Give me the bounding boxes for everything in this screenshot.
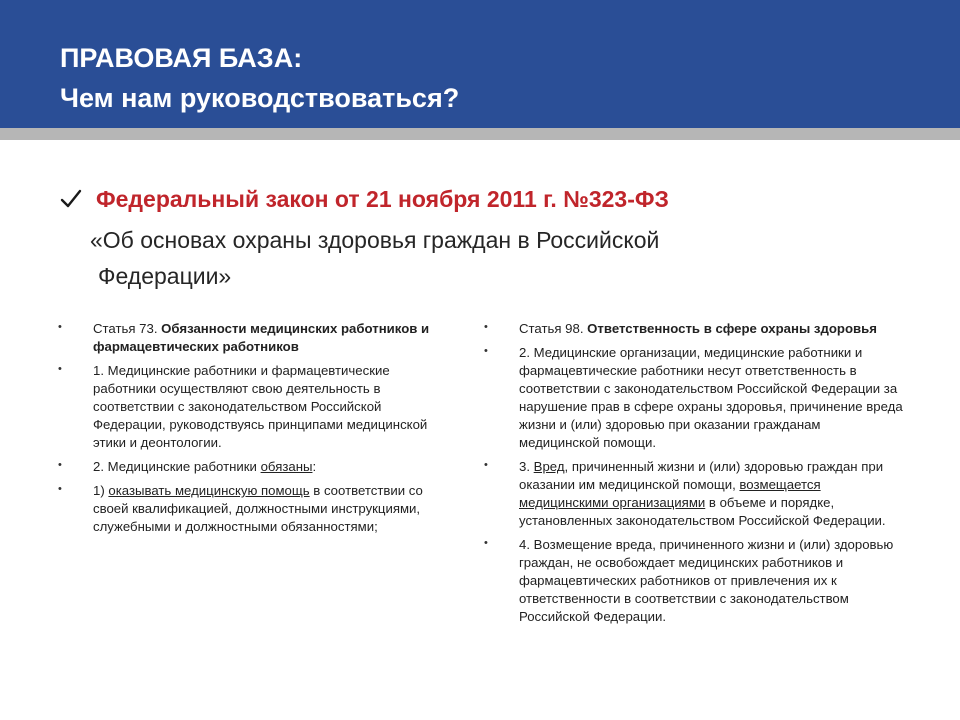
law-subtitle-line2: Федерации» <box>98 263 232 289</box>
page-title-line1: ПРАВОВАЯ БАЗА: <box>60 43 303 73</box>
article-73-point-2-prefix: 2. Медицинские работники <box>93 459 261 474</box>
article-98-prefix: Статья 98. <box>519 321 588 336</box>
article-98-point-4: 4. Возмещение вреда, причиненного жизни и (или) здоровью граждан, не освобождает медицинских работников и фармацевтических работников от привлечения их к ответственности в соответствии с законодательством Российской Федерации. <box>519 537 894 624</box>
list-item <box>484 344 904 452</box>
article-98-column <box>484 320 904 632</box>
list-item <box>58 482 438 536</box>
article-73-point-1: 1. Медицинские работники и фармацевтические работники осуществляют свою деятельность в соответствии с законодательством Российской Федерации, руководствуясь принципами медицинской этики и деонтологии. <box>93 363 428 450</box>
law-block <box>56 180 916 294</box>
article-98-point-3-underlined-1: Вред <box>533 459 565 474</box>
page-title <box>60 38 459 118</box>
article-73-subpoint-1-underlined: оказывать медицинскую помощь <box>108 483 310 498</box>
law-title-row <box>56 180 916 218</box>
article-73-subpoint-1-prefix: 1) <box>93 483 109 498</box>
list-item <box>58 320 438 356</box>
article-98-list <box>484 320 904 626</box>
article-98-point-3-underlined-2: возмещается медицинскими организациями <box>519 477 821 510</box>
list-item <box>58 458 438 476</box>
list-item <box>58 362 438 452</box>
law-title: Федеральный закон от 21 ноября 2011 г. №323-ФЗ <box>96 185 669 212</box>
page-title-line2: Чем нам руководствоваться? <box>60 83 460 113</box>
article-73-point-2-suffix: : <box>312 459 317 474</box>
article-73-column <box>58 320 438 542</box>
law-subtitle-line1: «Об основах охраны здоровья граждан в Российской <box>90 227 660 253</box>
header-divider-stripe <box>0 128 960 140</box>
law-subtitle <box>90 218 870 294</box>
list-item <box>484 320 904 338</box>
article-73-point-2-underlined: обязаны <box>260 459 313 474</box>
article-73-prefix: Статья 73. <box>93 321 162 336</box>
list-item <box>484 458 904 530</box>
article-73-title: Обязанности медицинских работников и фармацевтических работников <box>93 321 430 354</box>
article-73-subpoint-1-suffix: в соответствии со своей квалификацией, должностными инструкциями, служебными и должностными обязанностями; <box>93 483 423 534</box>
article-73-list <box>58 320 438 536</box>
article-98-point-3-suffix: в объеме и порядке, установленных законодательством Российской Федерации. <box>519 495 886 528</box>
list-item <box>484 536 904 626</box>
article-98-point-2: 2. Медицинские организации, медицинские работники и фармацевтические работники несут ответственность в соответствии с законодательством Российской Федерации за нарушение прав в сфере охраны здоровья, причинение вреда жизни и (или) здоровью при оказании гражданам медицинской помощи. <box>519 345 903 450</box>
article-98-point-3-middle: , причиненный жизни и (или) здоровью граждан при оказании им медицинской помощи, <box>519 459 884 492</box>
article-98-title: Ответственность в сфере охраны здоровья <box>587 321 877 336</box>
checkmark-icon <box>60 188 82 210</box>
article-98-point-3-prefix: 3. <box>519 459 534 474</box>
